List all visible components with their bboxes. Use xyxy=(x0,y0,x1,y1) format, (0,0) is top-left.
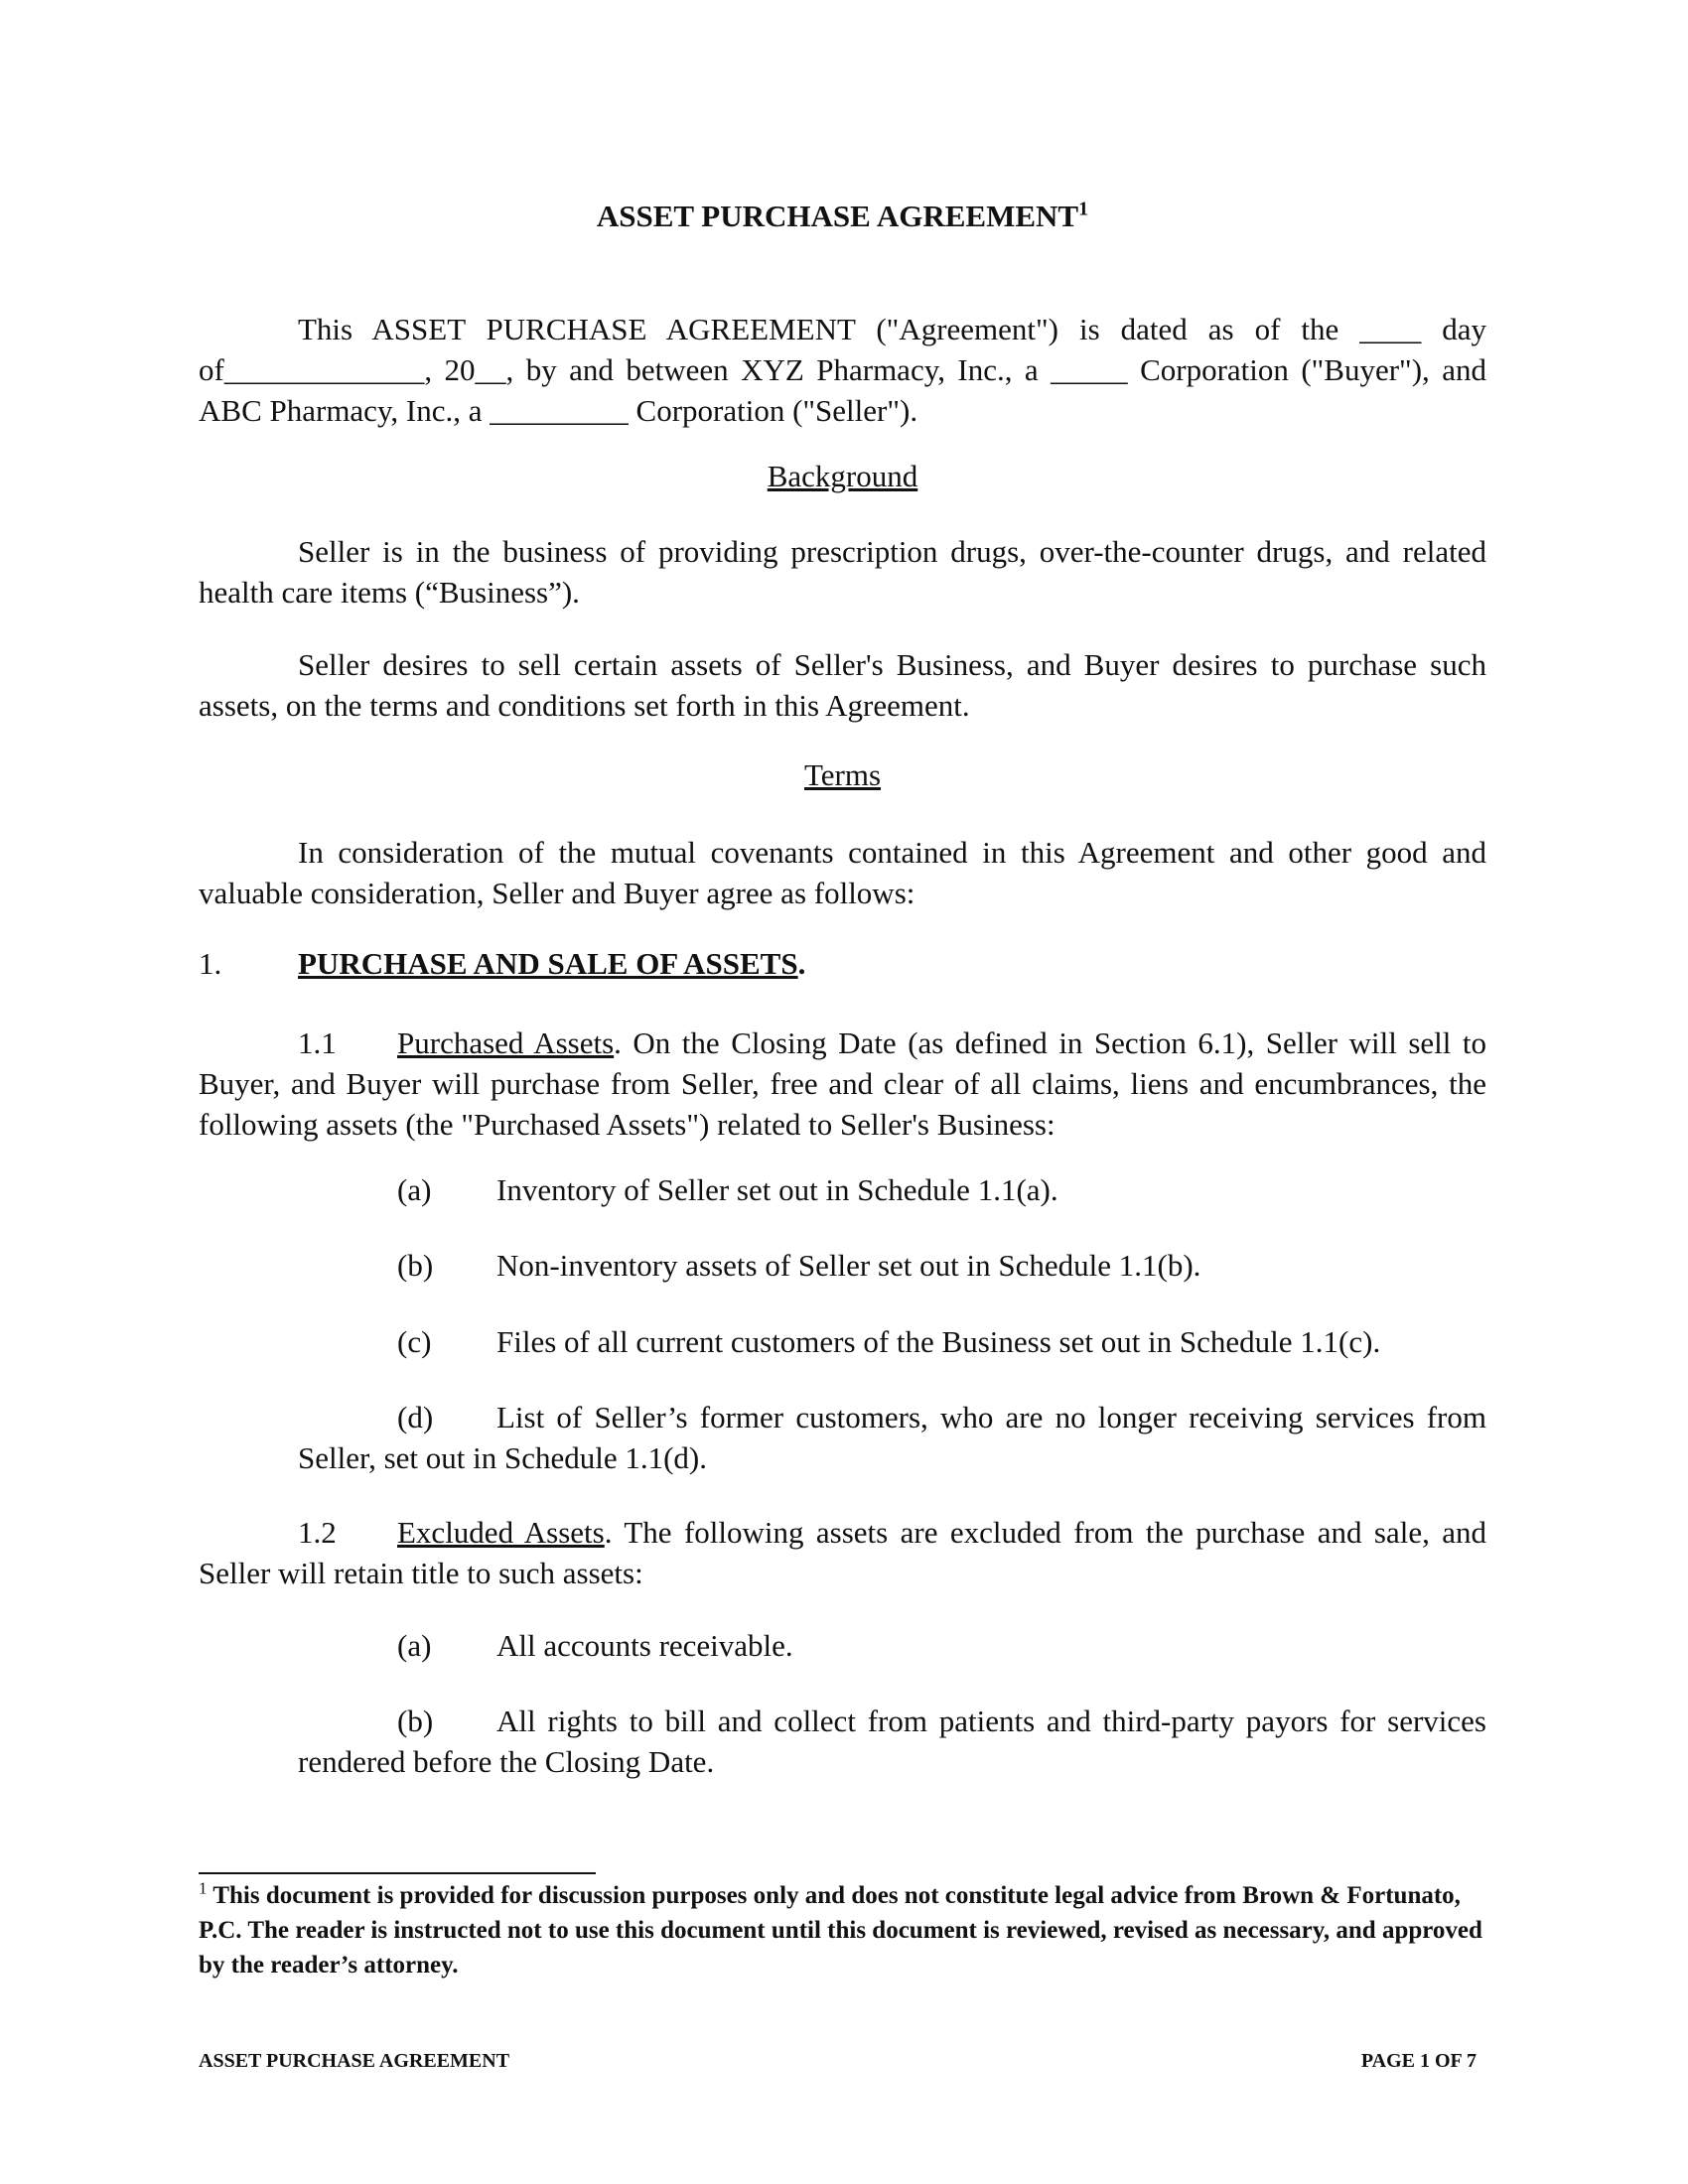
document-title xyxy=(199,199,1486,234)
footer-document-name: ASSET PURCHASE AGREEMENT xyxy=(199,2050,510,2072)
footnote-mark: 1 xyxy=(199,1878,208,1898)
document-page xyxy=(199,0,1486,2184)
section-1-2-text: . The following assets are excluded from the purchase and sale, and Seller will retain title to such assets: xyxy=(199,1515,1487,1590)
background-paragraph-2: Seller desires to sell certain assets of Seller's Business, and Buyer desires to purchase such assets, on the terms and conditions set forth in this Agreement. xyxy=(199,647,1486,723)
section-1-1-text: . On the Closing Date (as defined in Section 6.1), Seller will sell to Buyer, and Buyer will purchase from Seller, free and clear of all claims, liens and encumbrances, the following assets (the "Purchased Assets") related to Seller's Business: xyxy=(199,1025,1486,1142)
terms-heading: Terms xyxy=(803,757,882,792)
item-label: (a) xyxy=(397,1628,432,1663)
item-label: (b) xyxy=(397,1704,434,1738)
section-1-title: PURCHASE AND SALE OF ASSETS xyxy=(298,946,798,981)
section-1-2-number: 1.2 xyxy=(298,1515,337,1550)
section-1-1-number: 1.1 xyxy=(298,1025,337,1060)
background-paragraph-1: Seller is in the business of providing prescription drugs, over-the-counter drugs, and related health care items (“Business”). xyxy=(199,534,1486,610)
footnote-text: This document is provided for discussion purposes only and does not constitute legal advice from Brown & Fortunato, P.C. The reader is instructed not to use this document until this document is reviewed, revised as necessary, and approved by the reader’s attorney. xyxy=(199,1882,1482,1979)
footnote xyxy=(199,1878,1486,1982)
section-1-heading xyxy=(199,946,805,982)
item-label: (d) xyxy=(397,1400,434,1434)
item-text: Non-inventory assets of Seller set out in Schedule 1.1(b). xyxy=(496,1248,1201,1283)
section-1-2-paragraph xyxy=(199,1512,1486,1593)
item-label: (b) xyxy=(397,1248,434,1283)
item-text: Files of all current customers of the Business set out in Schedule 1.1(c). xyxy=(496,1324,1381,1359)
section-1-number: 1. xyxy=(199,946,222,981)
list-item xyxy=(397,1321,1486,1362)
list-item xyxy=(298,1397,1486,1478)
section-1-1-paragraph xyxy=(199,1023,1486,1145)
title-footnote-mark[interactable]: 1 xyxy=(1078,198,1089,220)
list-item xyxy=(397,1169,1486,1210)
intro-paragraph: This ASSET PURCHASE AGREEMENT ("Agreement") is dated as of the ____ day of_____________, 20__, by and between XYZ Pharmacy, Inc., a _____ Corporation ("Buyer"), and ABC Pharmacy, Inc., a _________ Corporation ("Seller"). xyxy=(199,312,1486,428)
terms-paragraph: In consideration of the mutual covenants contained in this Agreement and other good and valuable consideration, Seller and Buyer agree as follows: xyxy=(199,835,1486,910)
item-text: Inventory of Seller set out in Schedule 1.1(a). xyxy=(496,1172,1058,1207)
list-item xyxy=(397,1625,1486,1666)
list-item xyxy=(298,1701,1486,1782)
item-text: All accounts receivable. xyxy=(496,1628,793,1663)
item-label: (a) xyxy=(397,1172,432,1207)
item-label: (c) xyxy=(397,1324,432,1359)
item-text: List of Seller’s former customers, who are no longer receiving services from Seller, set out in Schedule 1.1(d). xyxy=(298,1400,1486,1475)
section-1-2-heading: Excluded Assets xyxy=(397,1515,605,1550)
background-heading: Background xyxy=(767,459,918,493)
title-text: ASSET PURCHASE AGREEMENT xyxy=(596,199,1079,233)
list-item xyxy=(397,1245,1486,1286)
item-text: All rights to bill and collect from patients and third-party payors for services rendered before the Closing Date. xyxy=(298,1704,1486,1779)
footnote-separator xyxy=(199,1872,596,1874)
footer-page-number: PAGE 1 OF 7 xyxy=(1360,2050,1477,2072)
section-1-1-heading: Purchased Assets xyxy=(397,1025,615,1060)
section-1-period: . xyxy=(797,946,806,981)
